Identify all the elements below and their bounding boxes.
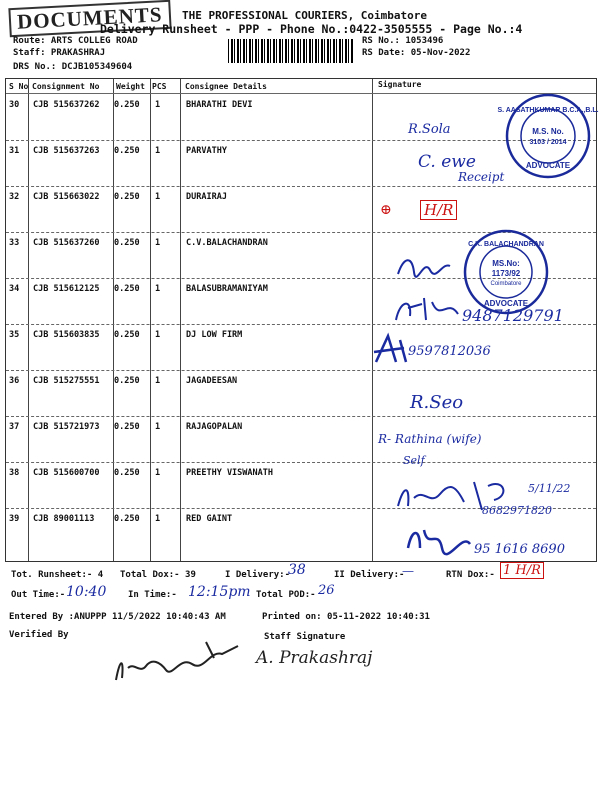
- svg-text:1173/92: 1173/92: [491, 269, 521, 278]
- svg-text:ADVOCATE: ADVOCATE: [525, 161, 571, 170]
- row-pcs: 1: [155, 146, 161, 156]
- signature-row-38-phone: 8682971820: [482, 504, 552, 517]
- row-consignment: CJB 515603835: [33, 330, 100, 340]
- printed-on: Printed on: 05-11-2022 10:40:31: [262, 612, 430, 622]
- col-header-signature: Signature: [378, 80, 422, 89]
- signature-row-34-sign: [392, 294, 464, 326]
- svg-text:ADVOCATE: ADVOCATE: [483, 299, 529, 308]
- out-time-value: 10:40: [66, 584, 107, 600]
- row-weight: 0.250: [114, 284, 140, 294]
- svg-text:S. AASATHKUMAR B.C.A.,B.L.: S. AASATHKUMAR B.C.A.,B.L.: [497, 107, 599, 114]
- col-header-consignee: Consignee Details: [185, 82, 267, 91]
- signature-row-37-self: Self: [403, 454, 425, 467]
- row-pcs: 1: [155, 284, 161, 294]
- i-delivery-value: 38: [288, 562, 306, 578]
- staff-signature-label: Staff Signature: [264, 632, 346, 642]
- svg-text:MS.No:: MS.No:: [492, 259, 520, 268]
- row-sno: 39: [9, 514, 20, 524]
- rs-number: RS No.: 1053496: [362, 36, 444, 46]
- row-pcs: 1: [155, 330, 161, 340]
- row-consignee: PARVATHY: [186, 146, 227, 156]
- signature-row-30: R.Sola: [408, 122, 451, 137]
- row-sno: 31: [9, 146, 20, 156]
- advocate-stamp-2: [462, 228, 550, 316]
- signature-row-34-phone: 9487129791: [462, 306, 564, 325]
- rs-date: RS Date: 05-Nov-2022: [362, 48, 471, 58]
- col-header-sno: S No: [9, 82, 29, 91]
- row-consignment: CJB 515721973: [33, 422, 100, 432]
- row-weight: 0.250: [114, 514, 140, 524]
- signature-row-32-mark: ⊕: [380, 202, 392, 218]
- row-pcs: 1: [155, 514, 161, 524]
- row-consignment: CJB 515637262: [33, 100, 100, 110]
- out-time-label: Out Time:-: [11, 590, 66, 600]
- row-weight: 0.250: [114, 100, 140, 110]
- advocate-stamp-1: [497, 92, 599, 180]
- i-delivery-label: I Delivery:-: [225, 570, 291, 580]
- in-time-value: 12:15pm: [188, 584, 251, 600]
- verified-by: Verified By: [9, 630, 69, 640]
- documents-stamp: DOCUMENTS: [8, 0, 171, 37]
- route: Route: ARTS COLLEG ROAD: [13, 36, 138, 46]
- row-consignment: CJB 515600700: [33, 468, 100, 478]
- total-pod-label: Total POD:-: [256, 590, 316, 600]
- row-consignee: BHARATHI DEVI: [186, 100, 253, 110]
- row-sno: 37: [9, 422, 20, 432]
- signature-row-31-note: Receipt: [458, 170, 505, 184]
- row-weight: 0.250: [114, 146, 140, 156]
- row-weight: 0.250: [114, 330, 140, 340]
- row-consignee: DJ LOW FIRM: [186, 330, 243, 340]
- row-consignment: CJB 515275551: [33, 376, 100, 386]
- svg-text:3103 / 2014: 3103 / 2014: [529, 139, 567, 146]
- signature-row-33: [394, 252, 454, 282]
- rtn-dox-value: 1 H/R: [500, 562, 544, 579]
- row-weight: 0.250: [114, 238, 140, 248]
- row-pcs: 1: [155, 100, 161, 110]
- row-weight: 0.250: [114, 376, 140, 386]
- in-time-label: In Time:-: [128, 590, 177, 600]
- row-sno: 32: [9, 192, 20, 202]
- row-pcs: 1: [155, 192, 161, 202]
- row-weight: 0.250: [114, 192, 140, 202]
- row-consignee: BALASUBRAMANIYAM: [186, 284, 268, 294]
- row-consignment: CJB 515663022: [33, 192, 100, 202]
- row-pcs: 1: [155, 238, 161, 248]
- drs-number: DRS No.: DCJB105349604: [13, 62, 133, 72]
- company-name: THE PROFESSIONAL COURIERS, Coimbatore: [182, 9, 428, 22]
- signature-row-32: H/R: [420, 200, 457, 220]
- verifier-signature: [110, 628, 250, 688]
- staff: Staff: PRAKASHRAJ: [13, 48, 106, 58]
- row-consignee: RAJAGOPALAN: [186, 422, 243, 432]
- row-sno: 33: [9, 238, 20, 248]
- row-consignee: PREETHY VISWANATH: [186, 468, 273, 478]
- row-consignee: C.V.BALACHANDRAN: [186, 238, 268, 248]
- entered-by: Entered By :ANUPPP 11/5/2022 10:40:43 AM: [9, 612, 226, 622]
- svg-text:C.K. BALACHANDRAN: C.K. BALACHANDRAN: [468, 241, 544, 248]
- row-consignment: CJB 515637263: [33, 146, 100, 156]
- signature-row-39-sign: [404, 524, 474, 556]
- row-consignment: CJB 89001113: [33, 514, 95, 524]
- row-weight: 0.250: [114, 422, 140, 432]
- row-pcs: 1: [155, 422, 161, 432]
- signature-row-39-phone: 95 1616 8690: [474, 542, 565, 557]
- row-consignment: CJB 515637260: [33, 238, 100, 248]
- row-consignee: DURAIRAJ: [186, 192, 227, 202]
- row-sno: 30: [9, 100, 20, 110]
- signature-row-38-date: 5/11/22: [528, 482, 571, 495]
- total-pod-value: 26: [318, 583, 335, 598]
- row-sno: 38: [9, 468, 20, 478]
- signature-row-37: R- Rathina (wife): [378, 432, 482, 446]
- tot-runsheet: Tot. Runsheet:- 4: [11, 570, 104, 580]
- rtn-dox-label: RTN Dox:-: [446, 570, 495, 580]
- row-weight: 0.250: [114, 468, 140, 478]
- row-pcs: 1: [155, 468, 161, 478]
- col-header-consignment: Consignment No: [32, 82, 100, 91]
- row-consignee: RED GAINT: [186, 514, 233, 524]
- staff-signature: A. Prakashraj: [256, 648, 373, 668]
- row-pcs: 1: [155, 376, 161, 386]
- signature-row-35-phone: 9597812036: [408, 344, 491, 359]
- ii-delivery-label: II Delivery:-: [334, 570, 405, 580]
- barcode: [228, 39, 354, 63]
- total-dox: Total Dox:- 39: [120, 570, 196, 580]
- svg-text:Coimbatore: Coimbatore: [490, 281, 522, 287]
- row-consignee: JAGADEESAN: [186, 376, 238, 386]
- row-sno: 34: [9, 284, 20, 294]
- svg-text:M.S. No.: M.S. No.: [532, 127, 564, 136]
- runsheet-title: Delivery Runsheet - PPP - Phone No.:0422-3505555 - Page No.:4: [100, 22, 523, 36]
- row-consignment: CJB 515612125: [33, 284, 100, 294]
- signature-row-36: R.Seo: [410, 392, 464, 413]
- row-sno: 36: [9, 376, 20, 386]
- ii-delivery-value: —: [402, 564, 414, 578]
- col-header-pcs: PCS: [152, 82, 167, 91]
- col-header-weight: Weight: [116, 82, 145, 91]
- row-sno: 35: [9, 330, 20, 340]
- signature-row-31: C. ewe: [418, 152, 476, 172]
